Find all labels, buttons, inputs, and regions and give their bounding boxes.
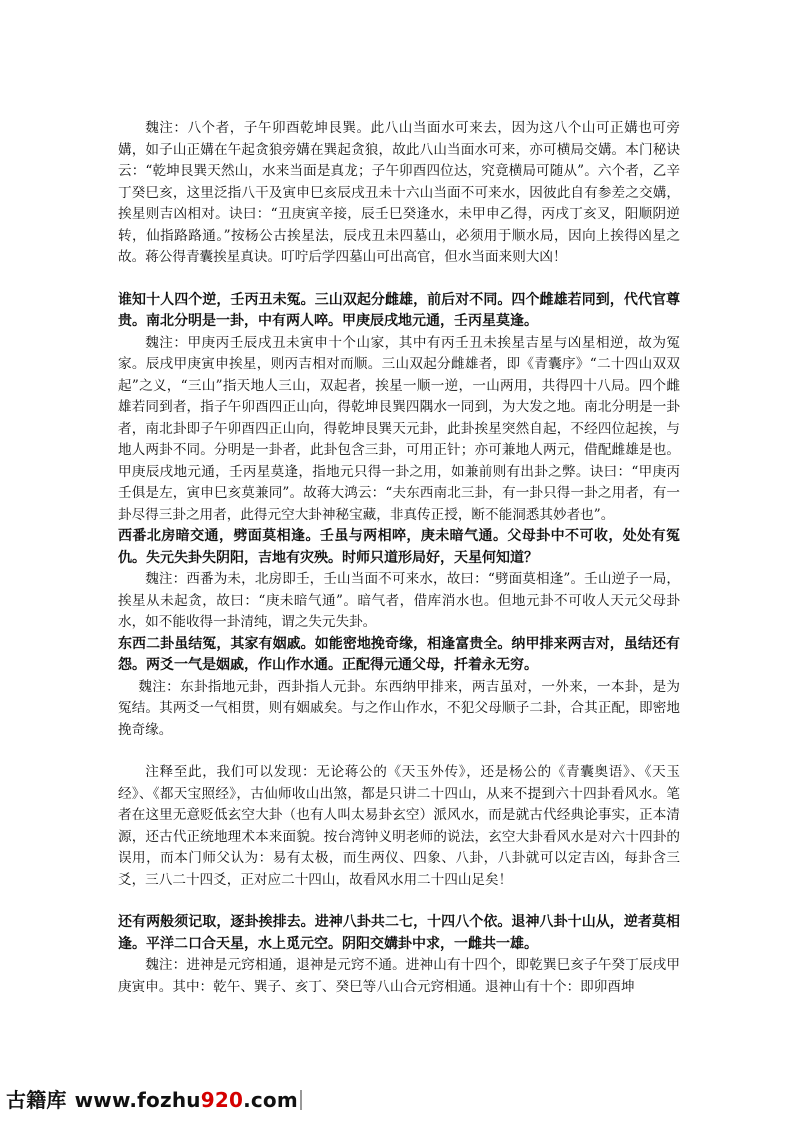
text-cursor-icon	[300, 1090, 302, 1110]
verse-paragraph: 还有两般须记取，逐卦挨排去。进神八卦共二七，十四八个依。退神八卦十山从，逆者莫相逢。平洋二口合天星，水上觅元空。阴阳交媾卦中求，一雌共一雄。	[118, 914, 680, 952]
verse-paragraph: 谁知十人四个逆，壬丙丑未冤。三山双起分雌雄，前后对不同。四个雌雄若同到，代代官尊贵。南北分明是一卦，中有两人啐。甲庚辰戌地元通，壬丙星莫逢。	[118, 291, 680, 329]
watermark-footer	[6, 1084, 302, 1114]
commentary-paragraph: 魏注：八个者，子午卯酉乾坤艮巽。此八山当面水可来去，因为这八个山可正媾也可旁媾，如子山正媾在午起贪狼旁媾在巽起贪狼，故此八山当面水可来，亦可横局交媾。本门秘诀云：“乾坤艮巽天然山，水来当面是真龙；子午卯酉四位达，究竟横局可随从”。六个者，乙辛丁癸巳亥，这里泛指八干及寅申巳亥辰戌丑未十六山当面不可来水，因彼此自有参差之交媾，挨星则吉凶相对。诀曰：“丑庚寅辛接，辰壬巳癸逢水，未甲申乙得，丙戌丁亥叉，阳顺阴逆转，仙指路路通。”按杨公古挨星法，辰戌丑未四墓山，必须用于顺水局，因向上挨得凶星之故。蒋公得青囊挨星真诀。叮咛后学四墓山可出高官，但水当面来则大凶！	[118, 120, 680, 265]
footer-site-name: 古籍库	[6, 1088, 67, 1112]
commentary-paragraph: 魏注：西番为未，北房即壬，壬山当面不可来水，故曰：“劈面莫相逢”。壬山逆子一局，挨星从未起贪，故曰：“庚未暗气通”。暗气者，借库消水也。但地元卦不可收人天元父母卦水，如不能收得一卦清纯，谓之失元失卦。	[118, 571, 680, 630]
footer-url-suffix: .com	[243, 1088, 298, 1112]
paragraph-spacer	[118, 741, 680, 762]
commentary-paragraph: 魏注：东卦指地元卦，西卦指人元卦。东西纳甲排来，两吉虽对，一外来，一本卦，是为冤结。其两爻一气相贯，则有姻戚矣。与之作山作水，不犯父母顺子二卦，合其正配，即密地挽奇缘。	[118, 678, 680, 738]
footer-url-prefix: www.fozhu	[74, 1088, 201, 1112]
paragraph-spacer	[118, 269, 680, 290]
commentary-paragraph: 魏注：甲庚丙壬辰戌丑未寅申十个山家，其中有丙壬丑未挨星吉星与凶星相逆，故为冤家。辰戌甲庚寅申挨星，则丙吉相对而顺。三山双起分雌雄者，即《青囊序》“二十四山双双起”之义，“三山”指天地人三山，双起者，挨星一顺一逆，一山两用，共得四十八局。四个雌雄若同到者，指子午卯酉四正山向，得乾坤艮巽四隅水一同到，为大发之地。南北分明是一卦者，南北卦即子午卯酉四正山向，得乾坤艮巽天元卦，此卦挨星突然自起，不经四位起挨，与地人两卦不同。分明是一卦者，此卦包含三卦，可用正针；亦可兼地人两元，借配雌雄是也。甲庚辰戌地元通，壬丙星莫逢，指地元只得一卦之用，如兼前则有出卦之弊。诀曰：“甲庚丙壬俱是左，寅申巳亥莫兼同”。故蒋大鸿云：“夫东西南北三卦，有一卦只得一卦之用者，有一卦尽得三卦之用者，此得元空大卦神秘宝藏，非真传正授，断不能洞悉其妙者也”。	[118, 334, 680, 523]
paragraph-spacer	[118, 891, 680, 912]
verse-paragraph: 东西二卦虽结冤，其家有姻戚。如能密地挽奇缘，相逢富贵全。纳甲排来两吉对，虽结还有怨。两爻一气是姻戚，作山作水通。正配得元通父母，扦着永无穷。	[118, 635, 680, 673]
document-body	[118, 118, 680, 998]
footer-url-number: 920	[200, 1088, 244, 1112]
verse-paragraph: 西番北房暗交通，劈面莫相逢。壬虽与两相啐，庚未暗气通。父母卦中不可收，处处有冤仇。失元失卦失阴阳，吉地有灾殃。时师只道形局好，天星何知道？	[118, 528, 680, 566]
essay-paragraph: 注释至此，我们可以发现：无论蒋公的《天玉外传》，还是杨公的《青囊奥语》、《天玉经》、《都天宝照经》，古仙师收山出煞，都是只讲二十四山，从来不提到六十四卦看风水。笔者在这里无意贬低玄空大卦（也有人叫太易卦玄空）派风水，而是就古代经典论事实，正本清源，还古代正统地理术本来面貌。按台湾钟义明老师的说法，玄空大卦看风水是对六十四卦的误用，而本门师父认为：易有太极，而生两仪、四象、八卦，八卦就可以定吉凶，每卦含三爻，三八二十四爻，正对应二十四山，故看风水用二十四山足矣！	[118, 764, 680, 888]
commentary-paragraph: 魏注：进神是元窍相通，退神是元窍不通。进神山有十四个，即乾巽巳亥子午癸丁辰戌甲庚寅申。其中：乾午、巽子、亥丁、癸巳等八山合元窍相通。退神山有十个：即卯酉坤	[118, 957, 680, 995]
